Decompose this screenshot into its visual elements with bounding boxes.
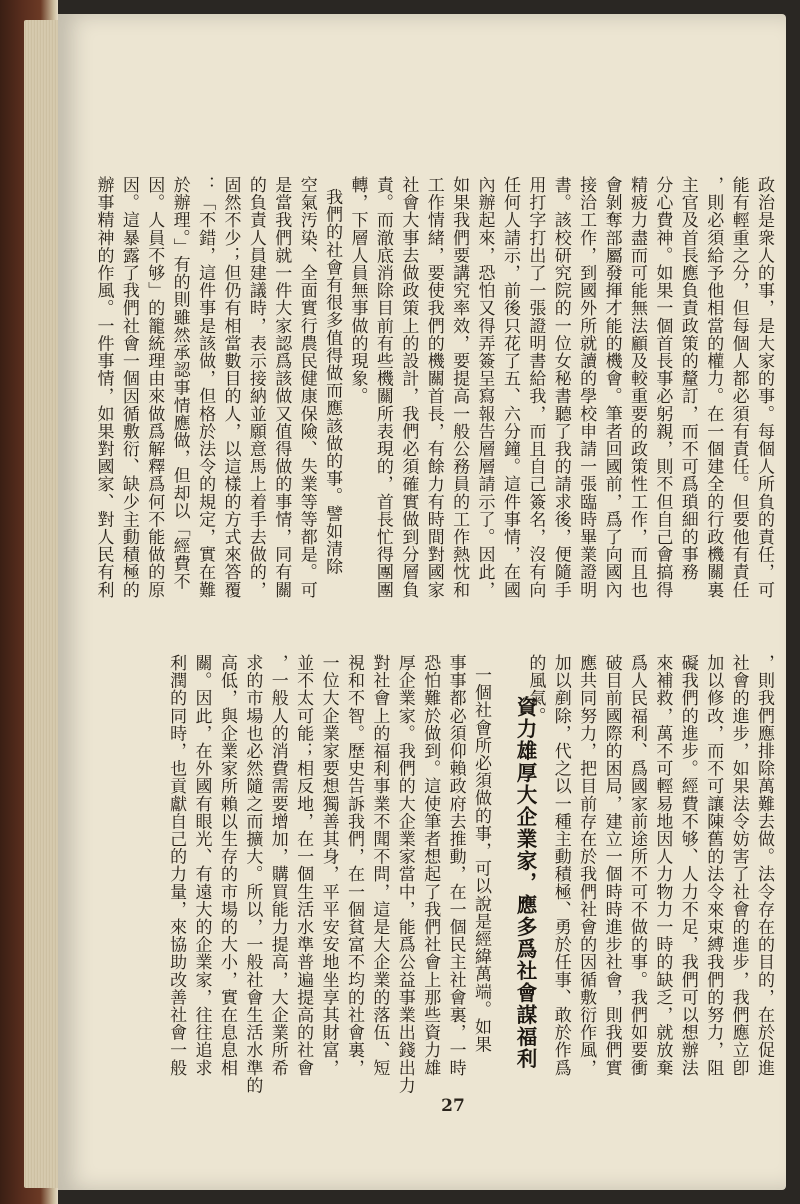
page-stack-edge <box>24 20 62 1188</box>
text-block-bottom-right: ，則我們應排除萬難去做。法令存在的目的，在於促進 社會的進步，如果法令妨害了社會的進步，我們應立卽 加以修改，而不可讓陳舊的法令來束縛我們的努力，阻 礙我們的進步。經費不够、人力不足，我們可以想辦法 來補救，萬不可輕易地因人力物力一時的缺乏，就放棄 爲人民福利、爲國家前途所不可不做的事。我們如要衝 破目前國際的困局，建立一個時時進步社會，則我們實 應共同努力，把目前存在於我們社會的因循敷衍作風， 加以剷除，代之以一種主動積極、勇於任事、敢於作爲 的風氣。 <box>525 654 774 1077</box>
text-block-top: 政治是衆人的事，是大家的事。每個人所負的責任，可 能有輕重之分，但每個人都必須有責任。但要他有責任 ，則必須給予他相當的權力。在一個建全的行政機關裏 主官及首長應負責政策的釐訂，而不可爲瑣細的事務 分心費神。如果一個首長事必躬親，則不但自己會搞得 精疲力盡而可能無法顧及較重要的政策性工作，而且也 會剝奪部屬發揮才能的機會。筆者回國前，爲了向國內 接洽工作，到國外所就讀的學校申請一張臨時畢業證明 書。該校研究院的一位女秘書聽了我的請求後，便隨手 用打字打出了一張證明書給我，而且自己簽名，沒有向 任何人請示，前後只花了五、六分鐘。這件事情，在國 內辦起來，恐怕又得弄簽呈寫報告層層請示了。因此， 如果我們要講究率效，要提高一般公務員的工作熱忱和 工作情緒，要使我們的機關首長，有餘力有時間對國家 社會大事去做政策上的設計，我們必須確實做到分層負 責。而澈底消除目前有些機關所表現的，首長忙得團團 轉，下層人員無事做的現象。 我們的社會有很多值得做而應該做的事。譬如清除 空氣汚染、全面實行農民健康保險、失業等等都是。可 是當我們就一件大家認爲該做又值得做的事情，同有關 的負責人員建議時，表示接納並願意馬上着手去做的， 固然不少；但仍有相當數目的人，以這樣的方式來答覆 ：「不錯，這件事是該做，但格於法令的規定，實在難 於辦理。」有的則雖然承認事情應做，但却以「經費不 因。人員不够」的籠統理由來做爲解釋爲何不能做的原 因。這暴露了我們社會一個因循敷衍、缺少主動積極的 辦事精神的作風。一件事情，如果對國家、對人民有利 <box>93 176 774 599</box>
book-page <box>58 14 786 1190</box>
text-block-bottom-left: 一個社會所必須做的事，可以說是經緯萬端。如果 事事都必須仰賴政府去推動，在一個民主社會裏，一時 恐怕難於做到。這使筆者想起了我們社會上那些資力雄 厚企業家。我們的大企業家當中，能爲公益事業出錢出力 對社會上的福利事業不聞不問，這是大企業的落伍、短 視和不智。歷史告訴我們，在一個貧富不均的社會裏， 一位大企業家要想獨善其身，平平安安地坐享其財富， 並不太可能；相反地，在一個生活水準普遍提高的社會 ，一般人的消費需要增加，購買能力提高，大企業所希 求的市場也必然隨之而擴大。所以，一般社會生活水準的 高低，與企業家所賴以生存的市場的大小，實在息息相 關。因此，在外國有眼光、有遠大的企業家，往往追求 利潤的同時，也貢獻自己的力量，來協助改善社會一般 <box>166 654 491 1094</box>
page-number: 27 <box>441 1096 465 1116</box>
section-heading: 資力雄厚大企業家，應多爲社會謀福利 <box>513 696 537 1070</box>
